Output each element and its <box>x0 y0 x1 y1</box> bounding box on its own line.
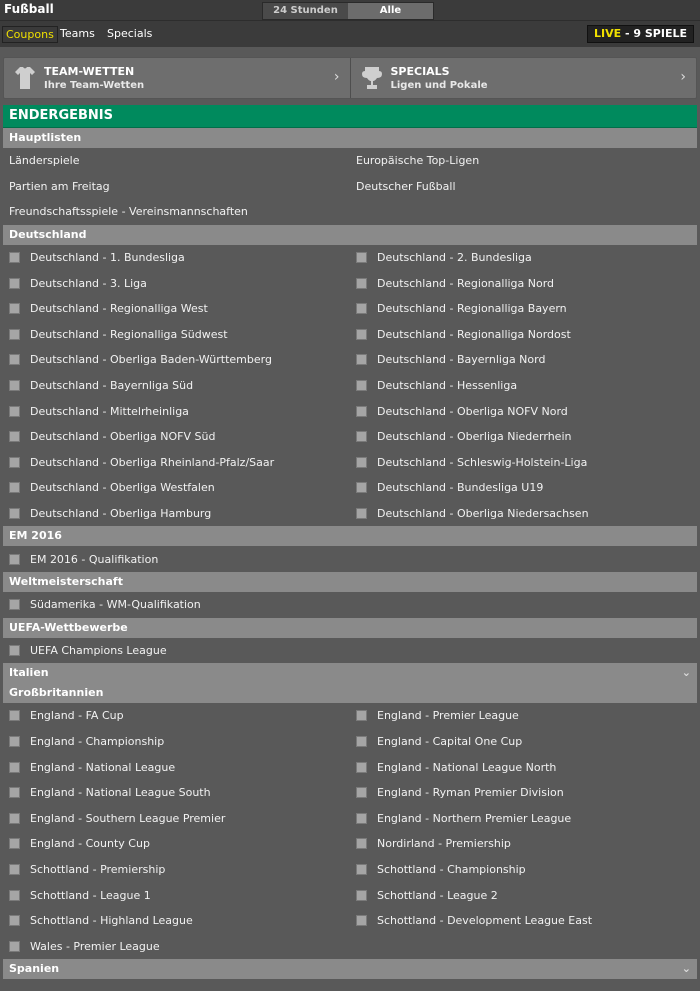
item-checkbox[interactable] <box>356 329 367 340</box>
item-checkbox[interactable] <box>9 710 20 721</box>
list-item[interactable] <box>350 296 697 322</box>
list-item[interactable] <box>3 373 350 399</box>
chevron-down-icon[interactable]: ⌄ <box>681 666 691 680</box>
item-checkbox[interactable] <box>9 941 20 952</box>
nav-specials[interactable]: Specials <box>107 27 153 40</box>
list-item[interactable] <box>3 347 350 373</box>
item-label: Freundschaftsspiele - Vereinsmannschaften <box>9 205 248 219</box>
item-label: Deutschland - Oberliga NOFV Nord <box>377 404 568 418</box>
list-item[interactable] <box>3 322 350 348</box>
item-label: Deutschland - Oberliga Baden-Württemberg <box>30 353 272 367</box>
list-item[interactable] <box>350 245 697 271</box>
list-item[interactable] <box>3 148 350 174</box>
item-checkbox[interactable] <box>9 864 20 875</box>
list-item[interactable] <box>3 199 350 225</box>
list-item[interactable] <box>350 908 697 934</box>
list-row <box>3 373 697 399</box>
list-item[interactable] <box>3 592 350 618</box>
item-checkbox[interactable] <box>9 554 20 565</box>
list-row <box>3 398 697 424</box>
list-item[interactable] <box>3 933 350 959</box>
item-label: EM 2016 - Qualifikation <box>30 552 159 566</box>
item-label: Schottland - League 1 <box>30 888 151 902</box>
list-item[interactable] <box>350 857 697 883</box>
list-item[interactable] <box>350 373 697 399</box>
empty-cell <box>350 933 697 959</box>
item-label: Deutschland - Regionalliga Nordost <box>377 327 571 341</box>
list-row <box>3 475 697 501</box>
list-row <box>3 501 697 527</box>
promo-subtitle: Ligen und Pokale <box>390 80 488 91</box>
list-item[interactable] <box>3 245 350 271</box>
group-header <box>3 618 697 638</box>
live-button[interactable] <box>587 25 694 43</box>
item-label: England - Southern League Premier <box>30 811 226 825</box>
item-checkbox[interactable] <box>356 252 367 263</box>
item-checkbox[interactable] <box>9 482 20 493</box>
list-row <box>3 296 697 322</box>
group-header[interactable] <box>3 663 697 683</box>
item-checkbox[interactable] <box>9 278 20 289</box>
item-checkbox[interactable] <box>356 278 367 289</box>
item-label: Deutschland - Bayernliga Süd <box>30 379 194 393</box>
group-title: UEFA-Wettbewerbe <box>9 620 128 634</box>
item-checkbox[interactable] <box>356 838 367 849</box>
list-row <box>3 729 697 755</box>
group-header <box>3 572 697 592</box>
list-item[interactable] <box>350 882 697 908</box>
empty-cell <box>350 638 697 664</box>
list-item[interactable] <box>3 501 350 527</box>
group-header <box>3 128 697 148</box>
group-title: EM 2016 <box>9 529 62 543</box>
group-title: Weltmeisterschaft <box>9 574 123 588</box>
item-checkbox[interactable] <box>9 838 20 849</box>
list-row <box>3 450 697 476</box>
list-item[interactable] <box>3 174 350 200</box>
list-row <box>3 270 697 296</box>
item-label: Deutscher Fußball <box>356 179 456 193</box>
list-item[interactable] <box>350 148 697 174</box>
chevron-down-icon[interactable]: ⌄ <box>681 962 691 976</box>
group-title: Spanien <box>9 962 60 976</box>
list-row <box>3 245 697 271</box>
list-row <box>3 754 697 780</box>
item-checkbox[interactable] <box>356 482 367 493</box>
item-checkbox[interactable] <box>356 890 367 901</box>
group-header <box>3 526 697 546</box>
item-label: Südamerika - WM-Qualifikation <box>30 598 201 612</box>
list-row <box>3 347 697 373</box>
item-label: England - National League North <box>377 760 557 774</box>
chevron-right-icon: › <box>333 69 340 85</box>
item-label: Nordirland - Premiership <box>377 837 511 851</box>
item-label: Deutschland - Regionalliga Bayern <box>377 302 567 316</box>
item-checkbox[interactable] <box>356 431 367 442</box>
item-checkbox[interactable] <box>356 787 367 798</box>
list-row <box>3 322 697 348</box>
list-item[interactable] <box>350 475 697 501</box>
empty-cell <box>350 546 697 572</box>
page-title: Fußball <box>4 2 54 16</box>
list-item[interactable] <box>3 546 350 572</box>
list-row <box>3 882 697 908</box>
item-checkbox[interactable] <box>9 457 20 468</box>
item-label: Deutschland - Regionalliga Südwest <box>30 327 228 341</box>
item-label: England - Capital One Cup <box>377 734 523 748</box>
item-checkbox[interactable] <box>356 354 367 365</box>
item-checkbox[interactable] <box>356 915 367 926</box>
item-checkbox[interactable] <box>356 457 367 468</box>
list-row <box>3 174 697 200</box>
list-row <box>3 703 697 729</box>
item-label: England - Northern Premier League <box>377 811 572 825</box>
list-item[interactable] <box>350 805 697 831</box>
shirt-icon <box>14 65 36 91</box>
item-label: Länderspiele <box>9 154 80 168</box>
item-checkbox[interactable] <box>9 406 20 417</box>
live-label: LIVE <box>594 27 622 40</box>
item-label: Deutschland - Oberliga Westfalen <box>30 481 215 495</box>
promo-subtitle: Ihre Team-Wetten <box>44 80 145 91</box>
item-checkbox[interactable] <box>9 762 20 773</box>
nav-bar <box>0 20 700 47</box>
item-label: England - County Cup <box>30 837 150 851</box>
list-item[interactable] <box>3 475 350 501</box>
group-title: Hauptlisten <box>9 131 82 144</box>
item-checkbox[interactable] <box>9 380 20 391</box>
period-24h[interactable]: 24 Stunden <box>263 3 348 19</box>
list-item[interactable] <box>3 882 350 908</box>
item-label: Wales - Premier League <box>30 939 160 953</box>
item-label: Schottland - Highland League <box>30 914 193 928</box>
item-checkbox[interactable] <box>9 329 20 340</box>
list-row <box>3 908 697 934</box>
list-row <box>3 638 697 664</box>
list-row <box>3 831 697 857</box>
item-checkbox[interactable] <box>356 762 367 773</box>
nav-teams[interactable]: Teams <box>60 27 95 40</box>
item-label: Deutschland - Hessenliga <box>377 379 518 393</box>
item-checkbox[interactable] <box>9 890 20 901</box>
item-label: Europäische Top-Ligen <box>356 154 480 168</box>
item-label: Schottland - Development League East <box>377 914 593 928</box>
list-item[interactable] <box>3 270 350 296</box>
item-label: Deutschland - Schleswig-Holstein-Liga <box>377 455 588 469</box>
empty-cell <box>350 592 697 618</box>
item-checkbox[interactable] <box>9 645 20 656</box>
list-row <box>3 857 697 883</box>
list-item[interactable] <box>350 703 697 729</box>
promo-bar <box>3 57 697 99</box>
list-row <box>3 592 697 618</box>
item-label: England - National League South <box>30 786 211 800</box>
item-checkbox[interactable] <box>356 508 367 519</box>
item-label: Deutschland - Mittelrheinliga <box>30 404 189 418</box>
list-row <box>3 933 697 959</box>
item-checkbox[interactable] <box>9 915 20 926</box>
list-item[interactable] <box>350 501 697 527</box>
item-label: Deutschland - Bayernliga Nord <box>377 353 546 367</box>
item-label: England - National League <box>30 760 176 774</box>
item-label: Schottland - Premiership <box>30 862 166 876</box>
item-label: Deutschland - Regionalliga Nord <box>377 276 555 290</box>
list-item[interactable] <box>3 450 350 476</box>
list-row <box>3 148 697 174</box>
group-header <box>3 225 697 245</box>
result-header: ENDERGEBNIS <box>3 105 697 128</box>
list-item[interactable] <box>350 270 697 296</box>
list-item[interactable] <box>3 703 350 729</box>
list-item[interactable] <box>3 780 350 806</box>
item-checkbox[interactable] <box>9 736 20 747</box>
list-item[interactable] <box>350 831 697 857</box>
list-row <box>3 805 697 831</box>
item-checkbox[interactable] <box>9 599 20 610</box>
item-label: Schottland - Championship <box>377 862 526 876</box>
list-item[interactable] <box>3 729 350 755</box>
list-item[interactable] <box>350 450 697 476</box>
list-item[interactable] <box>3 398 350 424</box>
group-title: Deutschland <box>9 227 87 241</box>
list-item[interactable] <box>3 831 350 857</box>
list-item[interactable] <box>350 322 697 348</box>
item-checkbox[interactable] <box>356 710 367 721</box>
list-row <box>3 546 697 572</box>
list-item[interactable] <box>3 754 350 780</box>
item-checkbox[interactable] <box>9 813 20 824</box>
item-label: Deutschland - 2. Bundesliga <box>377 251 532 265</box>
period-all[interactable]: Alle <box>348 3 433 19</box>
list-item[interactable] <box>350 780 697 806</box>
item-checkbox[interactable] <box>356 864 367 875</box>
group-title: Italien <box>9 666 49 680</box>
item-checkbox[interactable] <box>356 736 367 747</box>
group-header[interactable] <box>3 959 697 979</box>
group-header <box>3 683 697 703</box>
item-label: England - Championship <box>30 734 165 748</box>
item-label: England - Premier League <box>377 709 519 723</box>
list-item[interactable] <box>3 908 350 934</box>
item-label: Deutschland - Oberliga Niedersachsen <box>377 507 589 521</box>
list-item[interactable] <box>350 424 697 450</box>
item-checkbox[interactable] <box>9 252 20 263</box>
list-item[interactable] <box>3 805 350 831</box>
nav-coupons[interactable]: Coupons <box>2 26 58 43</box>
coupon-list <box>3 105 697 979</box>
item-label: England - FA Cup <box>30 709 124 723</box>
promo-team-wetten[interactable] <box>4 58 351 98</box>
list-item[interactable] <box>350 729 697 755</box>
item-label: Deutschland - 1. Bundesliga <box>30 251 185 265</box>
item-checkbox[interactable] <box>356 406 367 417</box>
top-bar <box>0 0 700 20</box>
promo-title: TEAM-WETTEN <box>44 65 135 78</box>
item-checkbox[interactable] <box>9 303 20 314</box>
item-checkbox[interactable] <box>9 354 20 365</box>
item-checkbox[interactable] <box>356 380 367 391</box>
live-count: - 9 SPIELE <box>621 27 687 40</box>
list-item[interactable] <box>350 754 697 780</box>
list-item[interactable] <box>3 424 350 450</box>
item-checkbox[interactable] <box>356 813 367 824</box>
list-item[interactable] <box>350 398 697 424</box>
item-label: Deutschland - Bundesliga U19 <box>377 481 544 495</box>
promo-title: SPECIALS <box>390 65 450 78</box>
item-label: England - Ryman Premier Division <box>377 786 564 800</box>
list-item[interactable] <box>3 857 350 883</box>
period-toggle <box>262 2 434 20</box>
list-row <box>3 199 697 225</box>
item-checkbox[interactable] <box>9 787 20 798</box>
item-checkbox[interactable] <box>356 303 367 314</box>
item-checkbox[interactable] <box>9 508 20 519</box>
item-label: Deutschland - Oberliga Hamburg <box>30 507 212 521</box>
item-label: Deutschland - Regionalliga West <box>30 302 208 316</box>
item-label: Deutschland - Oberliga Rheinland-Pfalz/Saar <box>30 455 275 469</box>
item-checkbox[interactable] <box>9 431 20 442</box>
promo-specials[interactable] <box>351 58 697 98</box>
item-label: Partien am Freitag <box>9 179 110 193</box>
item-label: Schottland - League 2 <box>377 888 498 902</box>
list-row <box>3 780 697 806</box>
group-title: Großbritannien <box>9 686 104 700</box>
list-item[interactable] <box>3 638 350 664</box>
chevron-right-icon: › <box>680 69 686 85</box>
list-item[interactable] <box>350 347 697 373</box>
list-item[interactable] <box>350 174 697 200</box>
item-label: Deutschland - Oberliga Niederrhein <box>377 430 572 444</box>
item-label: UEFA Champions League <box>30 643 167 657</box>
empty-cell <box>350 199 697 225</box>
list-row <box>3 424 697 450</box>
item-label: Deutschland - 3. Liga <box>30 276 147 290</box>
item-label: Deutschland - Oberliga NOFV Süd <box>30 430 216 444</box>
trophy-icon <box>361 65 383 91</box>
list-item[interactable] <box>3 296 350 322</box>
